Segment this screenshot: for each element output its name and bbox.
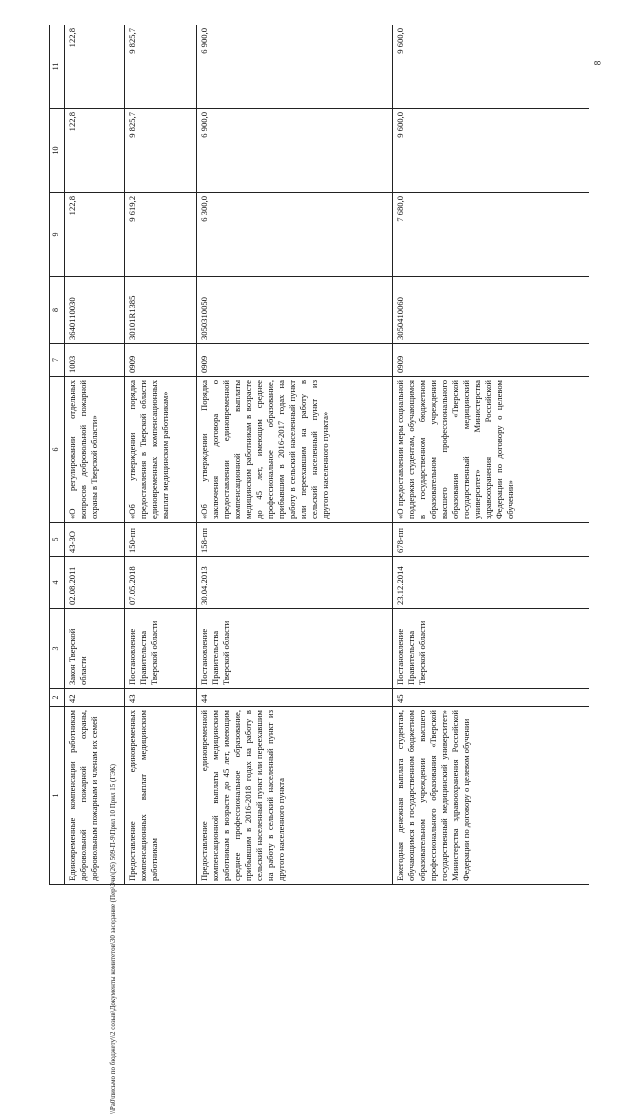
header-cell: 3 xyxy=(50,609,65,689)
amount-col10: 122,8 xyxy=(65,109,125,193)
header-cell: 1 xyxy=(50,707,65,885)
document-type: Постановление Правительства Тверской области xyxy=(197,609,393,689)
target-code: 30101R1385 xyxy=(125,277,197,344)
amount-col11: 9 825,7 xyxy=(125,25,197,109)
section-code: 0909 xyxy=(393,344,590,377)
header-row xyxy=(50,25,65,885)
row-number: 44 xyxy=(197,689,393,707)
amount-col10: 6 900,0 xyxy=(197,109,393,193)
document-title: «О предоставлении меры социальной поддержки студентам, обучающимся в государственном бюджетном образовательном учреждении высшего профессионального образования «Тверской государственный медицинский университет» Министерства здравоохранения Российской Федерации по договору о целевом обучении» xyxy=(393,377,590,523)
amount-col9: 122,8 xyxy=(65,193,125,277)
amount-col11: 122,8 xyxy=(65,25,125,109)
section-code: 1003 xyxy=(65,344,125,377)
budget-table xyxy=(49,25,589,885)
document-title: «О регулировании отдельных вопросов добровольной пожарной охраны в Тверской области» xyxy=(65,377,125,523)
document-type: Постановление Правительства Тверской области xyxy=(393,609,590,689)
table-row xyxy=(125,25,197,885)
document-title: «Об утверждении порядка предоставления в Тверской области единовременных компенсационных выплат медицинским работникам» xyxy=(125,377,197,523)
document-date: 02.08.2011 xyxy=(65,557,125,609)
header-cell: 8 xyxy=(50,277,65,344)
header-cell: 5 xyxy=(50,523,65,557)
row-number: 45 xyxy=(393,689,590,707)
file-path-footer: \\Pa0\письмо по бюджету\\2 созыв\Документы комитетов\30 заседание (Пер\Зчи\(26) 509-П-9\Прил 10 Прил 15 (ГЭК) xyxy=(109,764,117,1114)
row-description: Предоставление единовременной компенсационной выплаты медицинским работникам в возрасте до 45 лет, имеющим среднее профессиональное образование, прибывшим в 2016-2018 годах на работу в сельский населенный пункт или переехавшим на работу в сельский населенный пункт из другого населенного пункта xyxy=(197,707,393,885)
amount-col9: 7 680,0 xyxy=(393,193,590,277)
document-title: «Об утверждении Порядка заключения договора о предоставлении единовременной компенсационной выплаты медицинским работникам в возрасте до 45 лет, имеющим среднее профессиональное образование, прибывшим в 2016-2017 годах на работу в сельский населенный пункт или переехавшим на работу в сельский населенный пункт из другого населенного пункта» xyxy=(197,377,393,523)
amount-col10: 9 825,7 xyxy=(125,109,197,193)
header-cell: 11 xyxy=(50,25,65,109)
document-number: 678-пп xyxy=(393,523,590,557)
header-cell: 7 xyxy=(50,344,65,377)
target-code: 3050310050 xyxy=(197,277,393,344)
amount-col9: 9 619,2 xyxy=(125,193,197,277)
header-cell: 10 xyxy=(50,109,65,193)
row-number: 43 xyxy=(125,689,197,707)
row-description: Предоставление единовременных компенсационных выплат медицинским работникам xyxy=(125,707,197,885)
amount-col9: 6 300,0 xyxy=(197,193,393,277)
header-cell: 4 xyxy=(50,557,65,609)
document-number: 150-пп xyxy=(125,523,197,557)
section-code: 0909 xyxy=(125,344,197,377)
target-code: 3640110030 xyxy=(65,277,125,344)
row-description: Ежегодная денежная выплата студентам, обучающимся в государственном бюджетном образовательном учреждении высшего профессионального образования «Тверской государственный медицинский университет» Министерства здравоохранения Российской Федерации по договору о целевом обучении xyxy=(393,707,590,885)
document-date: 23.12.2014 xyxy=(393,557,590,609)
amount-col11: 6 900,0 xyxy=(197,25,393,109)
row-number: 42 xyxy=(65,689,125,707)
page-number: 8 xyxy=(592,60,603,66)
amount-col11: 9 600,0 xyxy=(393,25,590,109)
document-number: 43-ЗО xyxy=(65,523,125,557)
header-cell: 6 xyxy=(50,377,65,523)
header-cell: 2 xyxy=(50,689,65,707)
rotated-table-area xyxy=(49,25,589,885)
row-description: Единовременные компенсации работникам добровольной пожарной охраны, добровольным пожарным и членам их семей xyxy=(65,707,125,885)
document-date: 30.04.2013 xyxy=(197,557,393,609)
table-row xyxy=(197,25,393,885)
document-type: Закон Тверской области xyxy=(65,609,125,689)
document-date: 07.05.2018 xyxy=(125,557,197,609)
section-code: 0909 xyxy=(197,344,393,377)
header-cell: 9 xyxy=(50,193,65,277)
amount-col10: 9 600,0 xyxy=(393,109,590,193)
document-type: Постановление Правительства Тверской области xyxy=(125,609,197,689)
table-row xyxy=(393,25,590,885)
landscape-table-wrapper xyxy=(49,25,589,885)
document-number: 158-пп xyxy=(197,523,393,557)
target-code: 3050410060 xyxy=(393,277,590,344)
